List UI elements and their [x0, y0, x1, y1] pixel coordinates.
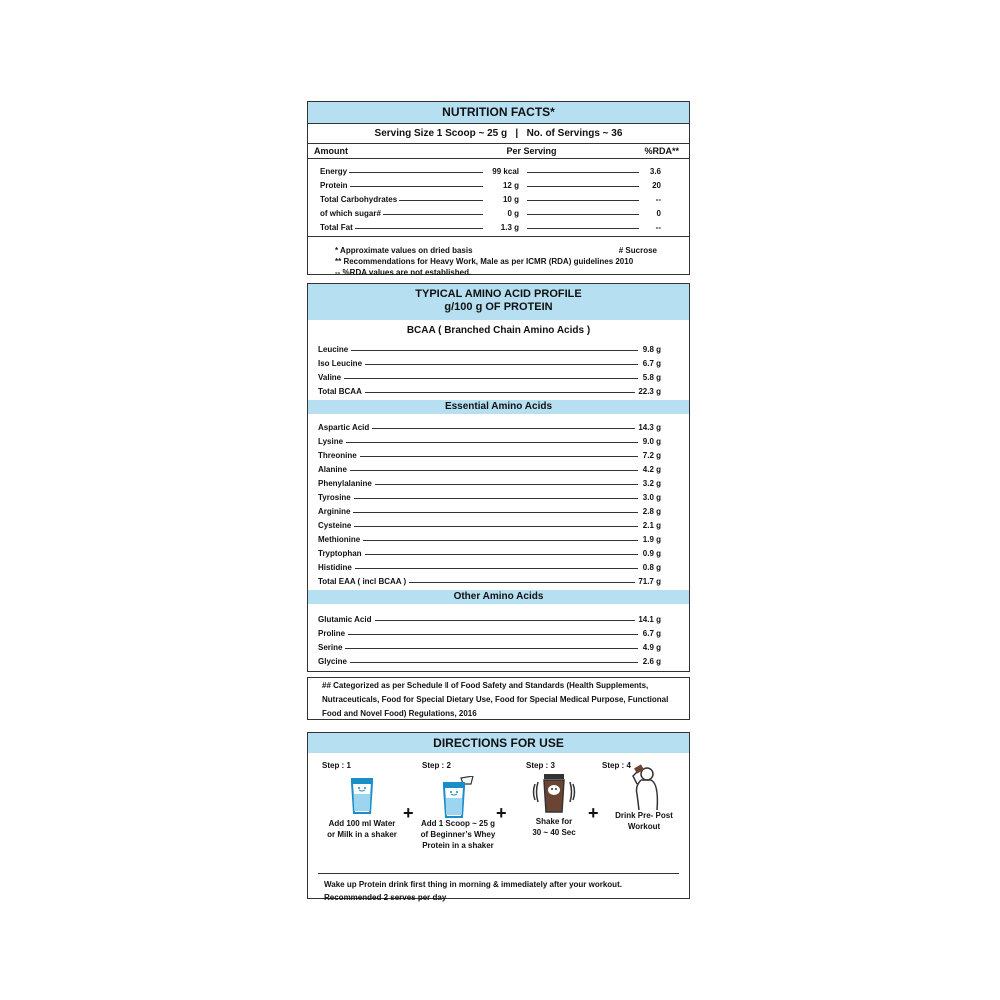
item-label: Serine [318, 643, 343, 652]
item-label: Total EAA ( incl BCAA ) [318, 577, 407, 586]
usage-note-line2: Recommended 2 serves per day [324, 893, 447, 902]
item-value: 3.0 g [642, 493, 661, 502]
item-label: Iso Leucine [318, 359, 363, 368]
item-label: Proline [318, 629, 346, 638]
step-label: Step : 2 [422, 761, 451, 770]
item-value: 0.8 g [642, 563, 661, 572]
directions-panel [307, 732, 690, 902]
item-value: 2.1 g [642, 521, 661, 530]
item-value: 71.7 g [638, 577, 661, 586]
nutrition-column-headers [308, 144, 689, 159]
step-label: Step : 3 [526, 761, 555, 770]
directions-title: DIRECTIONS FOR USE [308, 733, 689, 753]
row-per-serving: 12 g [502, 181, 519, 190]
list-item [308, 340, 689, 354]
item-value: 4.2 g [642, 465, 661, 474]
other-title: Other Amino Acids [308, 590, 689, 604]
item-label: Aspartic Acid [318, 423, 370, 432]
item-value: 5.8 g [642, 373, 661, 382]
item-value: 2.8 g [642, 507, 661, 516]
item-value: 0.9 g [642, 549, 661, 558]
table-row [308, 176, 689, 190]
shake-icon [514, 772, 594, 812]
item-label: Cysteine [318, 521, 352, 530]
row-per-serving: 10 g [502, 195, 519, 204]
amino-title-line2: g/100 g OF PROTEIN [444, 301, 553, 313]
list-item [308, 488, 689, 502]
footnote-line3: Food and Novel Food) Regulations, 2016 [322, 709, 477, 718]
essential-list [308, 418, 689, 586]
note-approx: * Approximate values on dried basis [335, 246, 473, 255]
plus-sign: + [588, 803, 599, 823]
note-rda-recommendation: ** Recommendations for Heavy Work, Male as per ICMR (RDA) guidelines 2010 [335, 257, 634, 266]
table-row [308, 204, 689, 218]
amino-title-line1: TYPICAL AMINO ACID PROFILE [415, 288, 582, 300]
item-label: Arginine [318, 507, 351, 516]
drinking-person-icon [602, 764, 686, 804]
item-value: 14.3 g [638, 423, 661, 432]
list-item [308, 516, 689, 530]
item-value: 4.9 g [642, 643, 661, 652]
row-per-serving: 0 g [507, 209, 519, 218]
list-item [308, 418, 689, 432]
list-item [308, 368, 689, 382]
plus-sign: + [403, 803, 414, 823]
row-label: of which sugar# [320, 209, 381, 218]
list-item [308, 382, 689, 396]
row-label: Protein [320, 181, 348, 190]
table-row [308, 162, 689, 176]
row-per-serving: 1.3 g [500, 223, 519, 232]
item-label: Tyrosine [318, 493, 351, 502]
other-list [308, 610, 689, 666]
list-item [308, 502, 689, 516]
col-per-serving: Per Serving [506, 146, 557, 156]
list-item [308, 558, 689, 572]
item-value: 9.0 g [642, 437, 661, 446]
step-caption: Add 1 Scoop ~ 25 g of Beginner’s Whey Protein in a shaker [420, 819, 496, 850]
step-1 [322, 761, 402, 840]
list-item [308, 460, 689, 474]
serving-info: Serving Size 1 Scoop ~ 25 g | No. of Servings ~ 36 [308, 124, 689, 144]
item-value: 9.8 g [642, 345, 661, 354]
item-label: Valine [318, 373, 342, 382]
col-rda: %RDA** [644, 146, 679, 156]
table-row [308, 190, 689, 204]
step-caption: Shake for 30 ~ 40 Sec [532, 817, 576, 837]
row-per-serving: 99 kcal [492, 167, 519, 176]
item-value: 3.2 g [642, 479, 661, 488]
list-item [308, 446, 689, 460]
item-value: 6.7 g [642, 359, 661, 368]
item-value: 14.1 g [638, 615, 661, 624]
item-value: 1.9 g [642, 535, 661, 544]
step-caption: Drink Pre- Post Workout [615, 811, 673, 831]
list-item [308, 544, 689, 558]
list-item [308, 432, 689, 446]
amino-acid-panel [307, 283, 690, 672]
list-item [308, 530, 689, 544]
item-label: Total BCAA [318, 387, 362, 396]
row-rda: 20 [652, 181, 661, 190]
note-rda-not-established: -- %RDA values are not established. [335, 268, 472, 277]
list-item [308, 354, 689, 368]
nutrition-facts-panel [307, 101, 690, 275]
list-item [308, 572, 689, 586]
item-label: Histidine [318, 563, 352, 572]
list-item [308, 624, 689, 638]
step-label: Step : 1 [322, 761, 351, 770]
list-item [308, 610, 689, 624]
col-amount: Amount [314, 146, 348, 156]
item-label: Threonine [318, 451, 357, 460]
bcaa-list [308, 340, 689, 396]
list-item [308, 474, 689, 488]
step-2 [412, 761, 504, 851]
row-label: Total Carbohydrates [320, 195, 398, 204]
essential-title: Essential Amino Acids [308, 400, 689, 414]
item-label: Leucine [318, 345, 349, 354]
item-label: Tryptophan [318, 549, 362, 558]
table-row [308, 218, 689, 232]
step-4 [602, 761, 686, 832]
item-label: Phenylalanine [318, 479, 372, 488]
footnote-line2: Nutraceuticals, Food for Special Dietary Use, Food for Special Medical Purpose, Functional [322, 695, 669, 704]
item-label: Lysine [318, 437, 344, 446]
nutrition-rows [308, 162, 689, 232]
list-item [308, 638, 689, 652]
plus-sign: + [496, 803, 507, 823]
item-label: Methionine [318, 535, 361, 544]
divider [318, 873, 679, 874]
usage-note [324, 878, 622, 904]
shaker-water-icon [322, 776, 402, 816]
bcaa-title: BCAA ( Branched Chain Amino Acids ) [406, 325, 591, 336]
nutrition-notes [308, 236, 689, 278]
footnote-line1: ## Categorized as per Schedule ǁ of Food Safety and Standards (Health Supplements, [322, 681, 649, 690]
row-rda: 3.6 [649, 167, 661, 176]
usage-note-line1: Wake up Protein drink first thing in morning & immediately after your workout. [324, 880, 622, 889]
item-label: Glycine [318, 657, 347, 666]
item-value: 2.6 g [642, 657, 661, 666]
row-rda: -- [655, 195, 661, 204]
item-label: Alanine [318, 465, 347, 474]
list-item [308, 652, 689, 666]
row-rda: 0 [656, 209, 661, 218]
step-caption: Add 100 ml Water or Milk in a shaker [327, 819, 397, 839]
row-label: Energy [320, 167, 348, 176]
regulation-footnote [307, 677, 690, 720]
item-value: 22.3 g [638, 387, 661, 396]
amino-title [308, 284, 689, 320]
item-value: 6.7 g [642, 629, 661, 638]
step-label: Step : 4 [602, 761, 631, 770]
item-label: Glutamic Acid [318, 615, 372, 624]
note-sucrose: # Sucrose [618, 246, 657, 255]
steps-row [308, 753, 689, 902]
scoop-shaker-icon [412, 776, 504, 816]
nutrition-title: NUTRITION FACTS* [308, 102, 689, 124]
item-value: 7.2 g [642, 451, 661, 460]
row-label: Total Fat [320, 223, 353, 232]
step-3 [514, 761, 594, 838]
row-rda: -- [655, 223, 661, 232]
